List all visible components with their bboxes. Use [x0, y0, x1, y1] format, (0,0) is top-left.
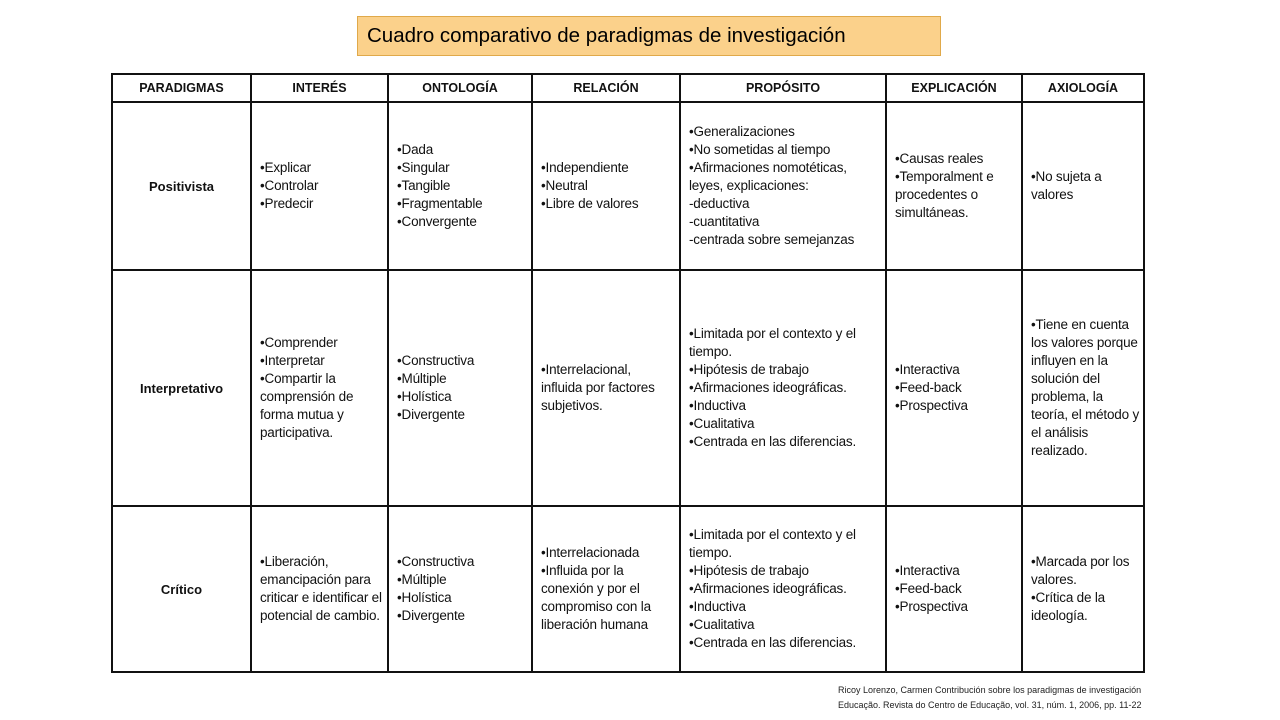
paradigm-name: Interpretativo [112, 270, 251, 506]
list-item: •Centrada en las diferencias. [689, 434, 857, 449]
relacion-cell [532, 506, 680, 672]
list-item: •Divergente [397, 407, 465, 422]
list-item: •Dada [397, 142, 433, 157]
explicacion-cell [886, 102, 1022, 270]
table-row [112, 270, 1144, 506]
list-item: •Feed-back [895, 581, 962, 596]
comparison-table [111, 73, 1145, 673]
list-item: •Prospectiva [895, 599, 968, 614]
list-item: •Generalizaciones [689, 124, 795, 139]
table-row [112, 102, 1144, 270]
axiologia-cell [1022, 506, 1144, 672]
list-item: •Feed-back [895, 380, 962, 395]
header-relacion: RELACIÓN [532, 73, 680, 102]
list-item: •Hipótesis de trabajo [689, 563, 809, 578]
list-item: •Limitada por el contexto y el tiempo. [689, 326, 856, 359]
list-item: •Hipótesis de trabajo [689, 362, 809, 377]
header-interes: INTERÉS [251, 73, 388, 102]
list-item: •Prospectiva [895, 398, 968, 413]
header-explicacion: EXPLICACIÓN [886, 73, 1022, 102]
list-item: •Cualitativa [689, 617, 755, 632]
header-ontologia: ONTOLOGÍA [388, 73, 532, 102]
list-item: •Interactiva [895, 362, 960, 377]
interes-cell [251, 102, 388, 270]
list-item: •Inductiva [689, 398, 746, 413]
list-item: •Cualitativa [689, 416, 755, 431]
list-item: •Liberación, emancipación para criticar e identificar el potencial de cambio. [260, 554, 382, 623]
list-item: •Interactiva [895, 563, 960, 578]
list-item: •Comprender [260, 335, 338, 350]
citation [838, 683, 1238, 713]
list-item: •Divergente [397, 608, 465, 623]
list-item: •Fragmentable [397, 196, 483, 211]
list-item: •Constructiva [397, 353, 475, 368]
list-item: •Afirmaciones ideográficas. [689, 581, 847, 596]
axiologia-cell [1022, 270, 1144, 506]
list-item: -cuantitativa [689, 214, 760, 229]
list-item: •Holística [397, 389, 452, 404]
paradigm-name: Crítico [112, 506, 251, 672]
list-item: •No sujeta a valores [1031, 169, 1102, 202]
list-item: •Afirmaciones ideográficas. [689, 380, 847, 395]
ontologia-cell [388, 270, 532, 506]
list-item: •Causas reales [895, 151, 984, 166]
list-item: •Inductiva [689, 599, 746, 614]
relacion-cell [532, 270, 680, 506]
axiologia-cell [1022, 102, 1144, 270]
list-item: •Temporalment e procedentes o simultáneas. [895, 169, 994, 220]
list-item: -centrada sobre semejanzas [689, 232, 855, 247]
proposito-cell [680, 102, 886, 270]
list-item: •Múltiple [397, 572, 447, 587]
list-item: •No sometidas al tiempo [689, 142, 831, 157]
list-item: •Libre de valores [541, 196, 639, 211]
list-item: •Influida por la conexión y por el compromiso con la liberación humana [541, 563, 651, 632]
list-item: -deductiva [689, 196, 750, 211]
ontologia-cell [388, 102, 532, 270]
explicacion-cell [886, 270, 1022, 506]
list-item: •Predecir [260, 196, 314, 211]
list-item: •Afirmaciones nomotéticas, leyes, explicaciones: [689, 160, 847, 193]
list-item: •Múltiple [397, 371, 447, 386]
ontologia-cell [388, 506, 532, 672]
list-item: •Interrelacional, influida por factores subjetivos. [541, 362, 655, 413]
explicacion-cell [886, 506, 1022, 672]
list-item: •Holística [397, 590, 452, 605]
header-paradigmas: PARADIGMAS [112, 73, 251, 102]
relacion-cell [532, 102, 680, 270]
list-item: •Explicar [260, 160, 311, 175]
list-item: •Crítica de la ideología. [1031, 590, 1105, 623]
header-axiologia: AXIOLOGÍA [1022, 73, 1144, 102]
paradigm-name: Positivista [112, 102, 251, 270]
table-row [112, 506, 1144, 672]
interes-cell [251, 270, 388, 506]
list-item: •Centrada en las diferencias. [689, 635, 857, 650]
list-item: •Interrelacionada [541, 545, 640, 560]
list-item: •Limitada por el contexto y el tiempo. [689, 527, 856, 560]
citation-line-1: Ricoy Lorenzo, Carmen Contribución sobre los paradigmas de investigación [838, 685, 1142, 695]
list-item: •Marcada por los valores. [1031, 554, 1130, 587]
header-row [112, 74, 1144, 102]
proposito-cell [680, 270, 886, 506]
list-item: •Controlar [260, 178, 319, 193]
proposito-cell [680, 506, 886, 672]
list-item: •Compartir la comprensión de forma mutua y participativa. [260, 371, 354, 440]
list-item: •Convergente [397, 214, 477, 229]
slide-title: Cuadro comparativo de paradigmas de investigación [357, 16, 941, 56]
list-item: •Neutral [541, 178, 588, 193]
interes-cell [251, 506, 388, 672]
list-item: •Independiente [541, 160, 629, 175]
citation-line-2: Educação. Revista do Centro de Educação, vol. 31, núm. 1, 2006, pp. 11-22 [838, 700, 1142, 710]
header-proposito: PROPÓSITO [680, 73, 886, 102]
list-item: •Singular [397, 160, 450, 175]
list-item: •Tangible [397, 178, 451, 193]
list-item: •Interpretar [260, 353, 325, 368]
list-item: •Constructiva [397, 554, 475, 569]
list-item: •Tiene en cuenta los valores porque influyen en la solución del problema, la teoría, el método y el análisis realizado. [1031, 317, 1140, 458]
